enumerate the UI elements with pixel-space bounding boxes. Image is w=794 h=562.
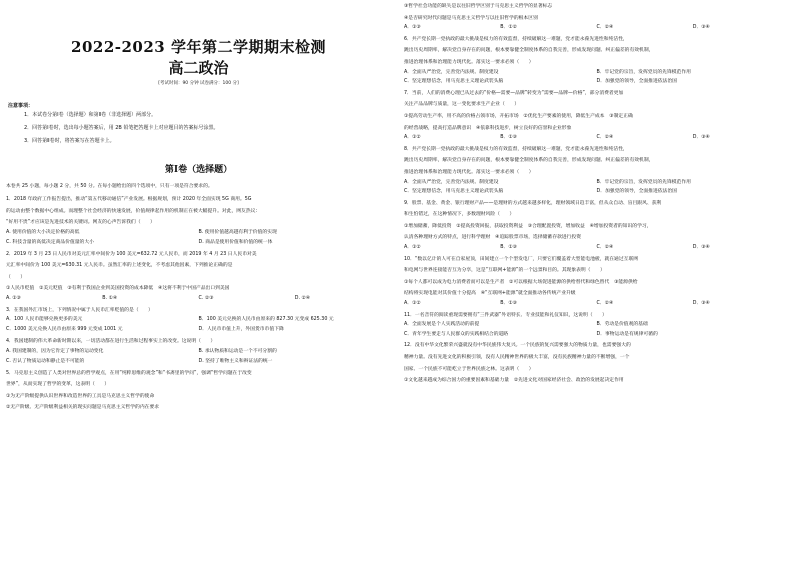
exam-title: 2022-2023 学年第二学期期末检测: [71, 38, 326, 56]
question-line: ②无产阶级、无产阶级利益相关的现实问题是马克思主义哲学的内在要求: [6, 405, 160, 410]
question-line: 5．马克思主义创造了人类对世界总的哲学观点，在用“纯粹思维的观念”和“书斋里的学问”，强调“哲学问题在于改变: [6, 370, 252, 376]
question-line: 的运动由整个数据中心组成。而理整个社会经济的快速发展，价值规律起作用的机制正在被大幅提升。对此，网友热议：: [6, 208, 261, 214]
question-line: 12．没有中华文化繁荣兴盛就没有中华民族伟大复兴。一个民族的复兴需要强大的物质力量，也需要强大的: [404, 343, 631, 349]
question-line: 国家、一个民族不可能屹立于世界民族之林。这表明（ ）: [404, 366, 534, 372]
question-line: 推进治理体系和治理能力现代化。落实这一要求必须（ ）: [404, 59, 534, 65]
option-row: [404, 178, 789, 188]
option-c: C．②④: [596, 245, 614, 251]
option-b: B．①③: [500, 301, 517, 307]
question-line: 7．当前，人们的消费心理已从过去的“价格—需要—品牌”转变为“需要—品牌—价格”，部分消费者更加: [404, 90, 624, 96]
question-line: 和电网与世界连接能否互为分享，这是“互联网+能源”的一个远景和目的。其现象表明（ ）: [404, 268, 605, 274]
option-row: [404, 330, 789, 340]
option-row: [6, 347, 391, 357]
question-line: ①增加储蓄，降低投资 ②提高投资回报，获取投资利益 ③合理配置投资，增加收益 ④增加投资者的知识的学习，: [404, 223, 652, 229]
question-line: 的经营战略，提高打造品牌意识 ④依靠科技进步，树立良好的信誉和企业形象: [404, 125, 572, 131]
option-a: C. 科技含量的高低决定商品价值量的大小: [6, 239, 94, 245]
option-row: [6, 315, 391, 325]
option-c: C．②④: [596, 135, 614, 141]
option-row: [404, 243, 789, 253]
question-line: 世界”，从而实现了哲学的变革，这表明（ ）: [6, 382, 110, 387]
option-d: D．③④: [692, 245, 710, 251]
question-line: “好用不贵”才应该是先进技术的关键词。网友的心声告诉我们（ ）: [6, 220, 155, 225]
section-intro: 本卷共 25 小题，每小题 2 分，共 50 分。在每小题给出的四个选项中，只有一项是符合要求的。: [6, 184, 213, 189]
question-line: 跳出历史周期率，解决党自身存在的问题，根本要靠健全制度体系的自我完善，形成发现问题、纠正偏差的有效机制，: [404, 158, 654, 164]
option-b: D．加强党的领导，全面推进依法治国: [596, 189, 677, 195]
option-a: C．青年学生要走与人民群众的实践相结合的道路: [404, 331, 509, 337]
option-row: [404, 23, 789, 33]
option-row: [6, 294, 391, 304]
section-title: 第Ⅰ卷（选择题）: [164, 165, 233, 175]
question-line: 推进治理体系和治理能力现代化。落实这一要求必须（ ）: [404, 169, 534, 175]
option-b: D．事物运动是有规律可循的: [596, 331, 658, 337]
question-line: 4．我国建制的伟大革命新时期以来，一切活动都在进行生活和过程事实上的改变。这说明（ ）: [6, 339, 216, 344]
option-a: C．坚定理想信念，用马克思主义理论武装头脑: [404, 189, 504, 195]
option-row: [404, 320, 789, 330]
question-line: 和生怕错过，在这种情况下，多数理财风险（ ）: [404, 212, 515, 218]
exam-meta: [考试时间：90 分钟 试卷满分：100 分]: [158, 81, 239, 86]
option-b: D. 商品是使用价值和价值的统一体: [198, 239, 273, 245]
option-b: B. 承认物质和运动是一个不可分割的: [198, 348, 277, 354]
right-questions: [404, 2, 789, 386]
question-line: 元汇率中间价为 100 美元=630.31 元人民币。虽然汇率的上述变化，不考虑其他因素，下列推论正确的是: [6, 263, 233, 268]
option-row: [6, 228, 391, 238]
option-row: [6, 357, 391, 367]
question-line: 3．在我国外汇市场上，下列情况中属于人民币汇率贬值的是（ ）: [6, 307, 153, 313]
option-d: D．③④: [692, 25, 710, 31]
option-a: A．全面发展是个人实践活动的前提: [404, 322, 480, 328]
option-a: C．1000 美元兑换人民币由原来 999 元变成 1001 元: [6, 327, 123, 332]
question-line: 9．股票、基金、黄金、银行理财产品——是理财的方式越来越多样化，理财领域日趋丰富，但从众自动、盲目跟风、获利: [404, 200, 662, 206]
option-c: C. ②③: [198, 295, 214, 301]
option-a: A. 使用价值的大小决定价格的高低: [6, 229, 80, 235]
option-b: B. ①④: [102, 295, 118, 301]
option-row: [6, 325, 391, 335]
option-b: D．人民币币值上升，外国货币币值下降: [198, 327, 284, 332]
left-column: [6, 0, 391, 562]
question-line: ①提高劳动生产率，用不高的价格占领市场，开拓市场 ②优化生产要素的使用，降低生产成本 ③制定正确: [404, 113, 633, 119]
option-row: [404, 187, 789, 197]
option-c: C．②④: [596, 25, 614, 31]
option-b: B．①③: [500, 245, 517, 251]
option-b: B．劳动是价值观的基础: [596, 322, 648, 328]
option-b: D. 坚持了唯物主义和辩证法的统一: [198, 358, 273, 364]
question-line: 8．共产党长期一党执政的最大挑战是权力的有效监督，持续破解这一难题，党才能永葆先进性和纯洁性，: [404, 146, 628, 152]
question-line: 关注产品品牌与质量，这一变化要求生产企业（ ）: [404, 102, 520, 108]
option-d: D．③④: [692, 135, 710, 141]
question-line: 跳出历史周期率，解决党自身存在的问题，根本要靠健全制度体系的自我完善，形成发现问题、纠正偏差的有效机制，: [404, 48, 654, 54]
question-line: 10．“数以亿计的人可在自家屋顶，田间建立一个个型发电厂，只要它们覆盖着大型能电池板，就在通过互联网: [404, 256, 639, 262]
option-row: [6, 238, 391, 248]
question-line: 1．2018 年政府工作报告提出，推动“第五代移动通信”产业发展。根据规划，预计 2020 年全面实现 5G 商用。5G: [6, 197, 252, 202]
question-line: （ ）: [6, 274, 26, 280]
left-questions: [6, 195, 391, 413]
option-b: B. 使用价值越高越有利于价值的实现: [198, 229, 277, 235]
option-row: [404, 77, 789, 87]
option-a: A．全面从严治党，完善党内法规、制度建设: [404, 69, 499, 75]
option-a: C．坚定理想信念，用马克思主义理论武装头脑: [404, 79, 504, 85]
question-line: 结构将实现电能对其价值十分提高 ④“互联网+能源”就全面推动各传统产业升级: [404, 291, 576, 297]
right-column: [404, 0, 789, 562]
option-d: D．③④: [692, 301, 710, 307]
question-line: ①人民币贬值 ②美元贬值 ③有利于我国企业到美国投资的成本降低 ④这将不利于中国产品出口到美国: [6, 286, 230, 291]
option-b: B．①③: [500, 135, 517, 141]
option-b: B．牢记党的宗旨，发挥党员的先锋模范作用: [596, 179, 691, 185]
question-line: 2．2019 年 3 月 23 日人民币对美元汇率中间价为 100 美元=632.72 元人民币，而 2019 年 4 月 23 日人民币对美: [6, 251, 257, 257]
question-line: 6．共产党长期一党执政的最大挑战是权力的有效监督，持续破解这一难题，党才能永葆先进性和纯洁性，: [404, 36, 628, 42]
question-line: 认清各种理财方式的特点，进行科学理财 ④追踪股票市场，选择储蓄存款进行投资: [404, 235, 581, 241]
option-row: [404, 299, 789, 309]
exam-subtitle: 高二政治: [168, 59, 229, 77]
option-a: A．100 人民币能够兑换更多的美元: [6, 317, 83, 322]
notice-title: 注意事项：: [8, 103, 34, 109]
option-a: A．①②: [404, 245, 421, 251]
question-line: ③哲学社会功能的缺失是以往旧哲学区别于马克思主义哲学的显著标志: [404, 4, 553, 9]
option-c: C．②④: [596, 301, 614, 307]
option-a: A．①②: [404, 301, 421, 307]
option-a: A．全面从严治党，完善党内法规、制度建设: [404, 179, 499, 185]
question-line: 精神力量。没有先进文化的积极引领，没有人民精神世界的极大丰富，没有民族精神力量的不断增强，一个: [404, 355, 630, 360]
option-b: B．100 美元兑换的人民币由原来的 827.30 元变成 625.30 元: [198, 317, 334, 322]
question-line: 11．一名音符的阅读重现需要拥有“三件武器”外语特长、专业技能和礼仪知识，这说明（ ）: [404, 312, 607, 318]
question-line: ①为无产阶级提供认识世界和改造世界的工具是马克思主义哲学的使命: [6, 393, 155, 399]
option-a: A. 我国建制的，因为它肯定了事物的运动变化: [6, 348, 104, 354]
notice-item: 1．本试卷分第Ⅰ卷（选择题）和第Ⅱ卷（非选择题）两部分。: [24, 112, 157, 118]
notice-item: 3．回答第Ⅱ卷时，将答案写在答题卡上。: [24, 138, 115, 144]
option-a: A．①②: [404, 135, 421, 141]
option-b: D．加强党的领导，全面推进依法治国: [596, 79, 677, 85]
option-a: C. 否认了物质运动和静止是不可能的: [6, 358, 85, 364]
option-a: A. ①③: [6, 295, 21, 301]
question-line: ①每个人都可以成为电力消费者而可以是生产者 ②可以根据大场促进能源的供给替代和绿色替代 ③能源供给: [404, 279, 638, 285]
notice-item: 2．回答第Ⅰ卷时，选出每小题答案后，用 2B 铅笔把答题卡上对应题目的答案标号涂黑。: [24, 125, 219, 131]
option-row: [404, 68, 789, 78]
option-b: B．①②: [500, 25, 517, 31]
question-line: ④是否研究时代问题是马克思主义哲学与以往旧哲学的根本区别: [404, 15, 538, 21]
option-row: [404, 133, 789, 143]
question-line: ①文化越来越成为综合国力的重要因素和基础力量 ②先进文化对国家经济社会、政治的发展起决定作用: [404, 378, 624, 384]
option-d: D. ②④: [294, 295, 311, 301]
option-a: A．①③: [404, 25, 421, 31]
option-b: B．牢记党的宗旨，发挥党员的先锋模范作用: [596, 69, 691, 75]
